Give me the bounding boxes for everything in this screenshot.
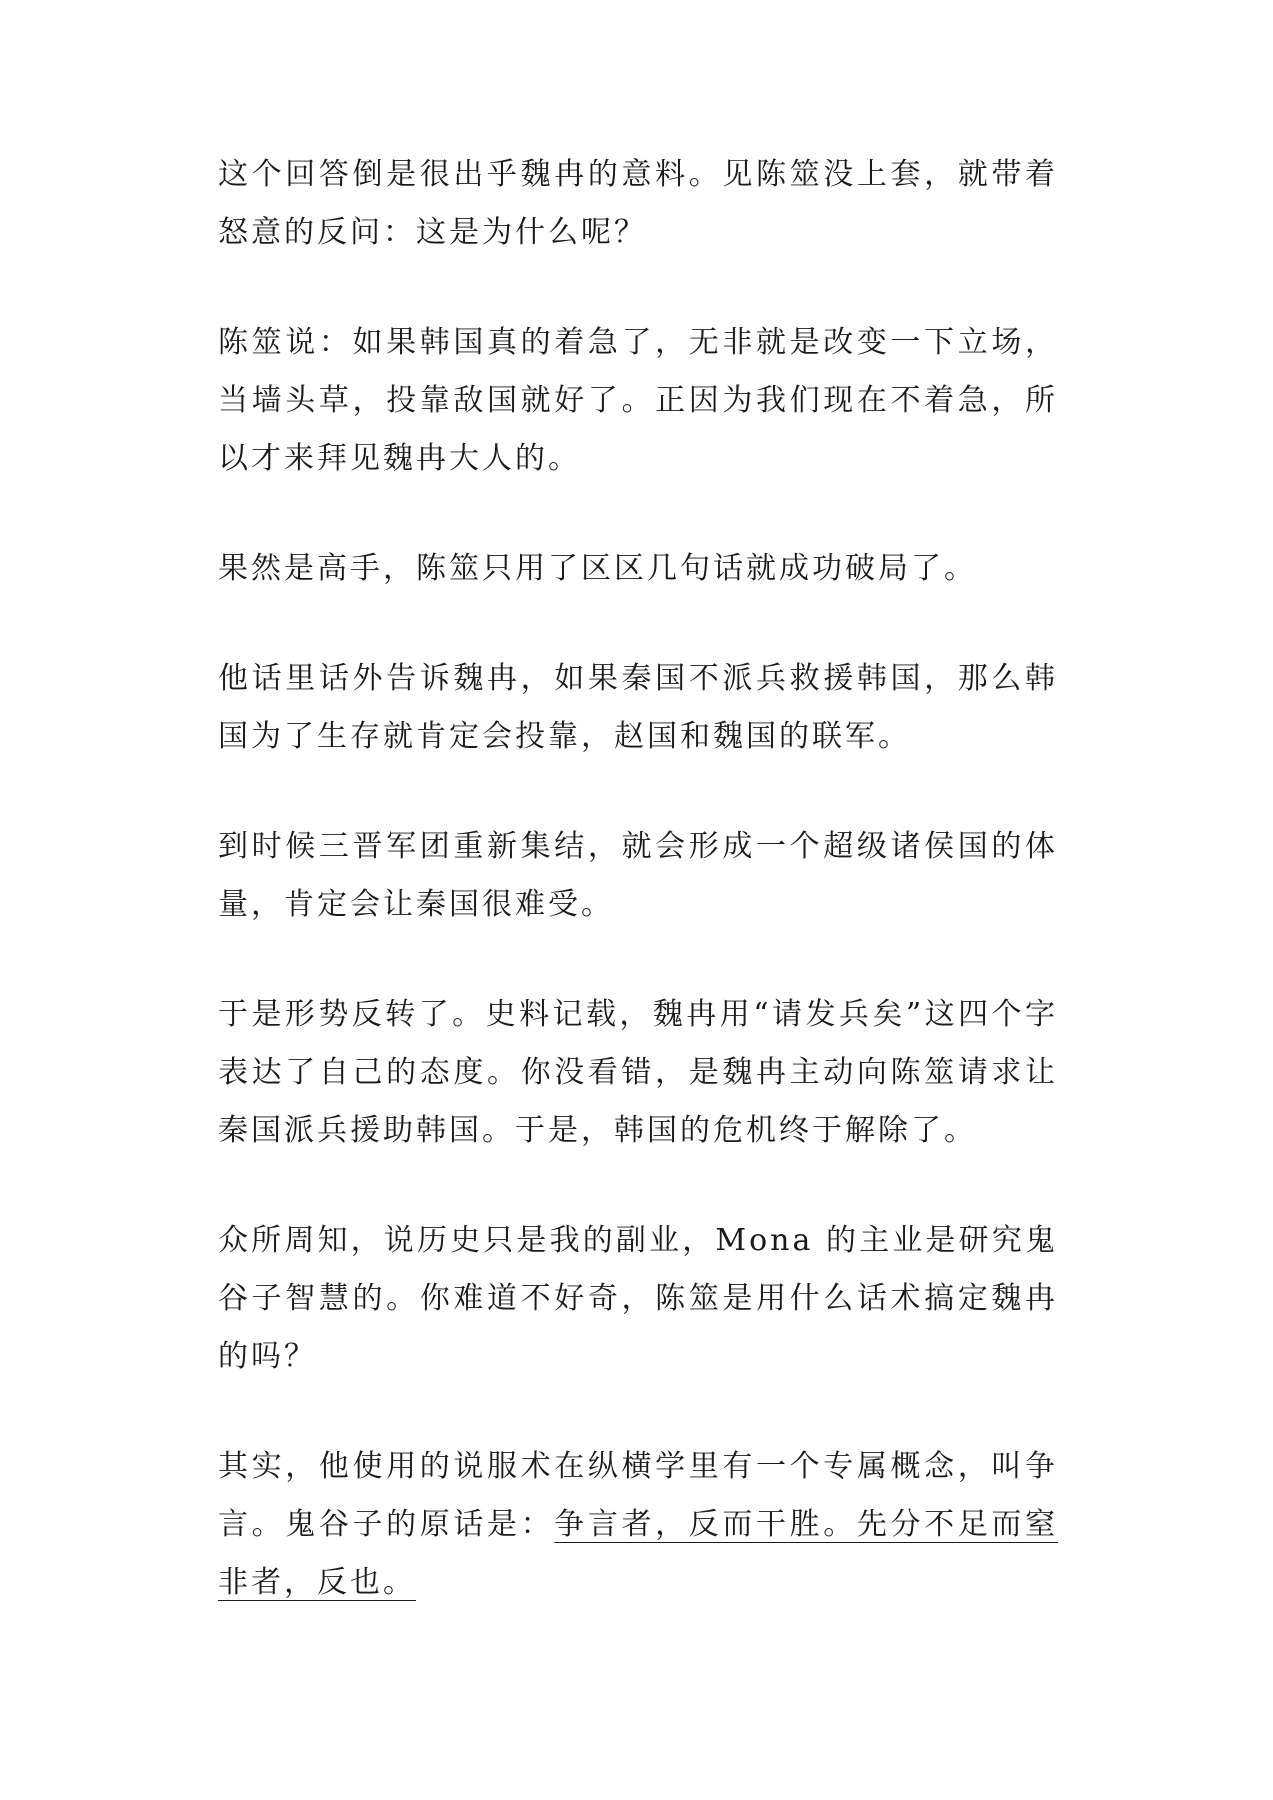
paragraph: 他话里话外告诉魏冉，如果秦国不派兵救援韩国，那么韩国为了生存就肯定会投靠，赵国和魏国的联军。: [218, 661, 1058, 754]
paragraph: 到时候三晋军团重新集结，就会形成一个超级诸侯国的体量，肯定会让秦国很难受。: [218, 829, 1058, 922]
document-body: [218, 146, 1058, 1612]
paragraph-last: [218, 1438, 1058, 1612]
paragraph: 陈筮说：如果韩国真的着急了，无非就是改变一下立场，当墙头草，投靠敌国就好了。正因为我们现在不着急，所以才来拜见魏冉大人的。: [218, 325, 1058, 476]
paragraph: 众所周知，说历史只是我的副业，Mona 的主业是研究鬼谷子智慧的。你难道不好奇，陈筮是用什么话术搞定魏冉的吗？: [218, 1223, 1058, 1374]
paragraph: 这个回答倒是很出乎魏冉的意料。见陈筮没上套，就带着怒意的反问：这是为什么呢？: [218, 157, 1058, 250]
paragraph: 于是形势反转了。史料记载，魏冉用“请发兵矣”这四个字表达了自己的态度。你没看错，是魏冉主动向陈筮请求让秦国派兵援助韩国。于是，韩国的危机终于解除了。: [218, 997, 1058, 1148]
underlined-quote: 争言者，反而干胜。先分不足而窒非者，反也。: [218, 1507, 1058, 1600]
paragraph-text: 其实，他使用的说服术在纵横学里有一个专属概念，叫争言。鬼谷子的原话是：: [218, 1449, 1058, 1542]
paragraph: 果然是高手，陈筮只用了区区几句话就成功破局了。: [218, 551, 977, 586]
